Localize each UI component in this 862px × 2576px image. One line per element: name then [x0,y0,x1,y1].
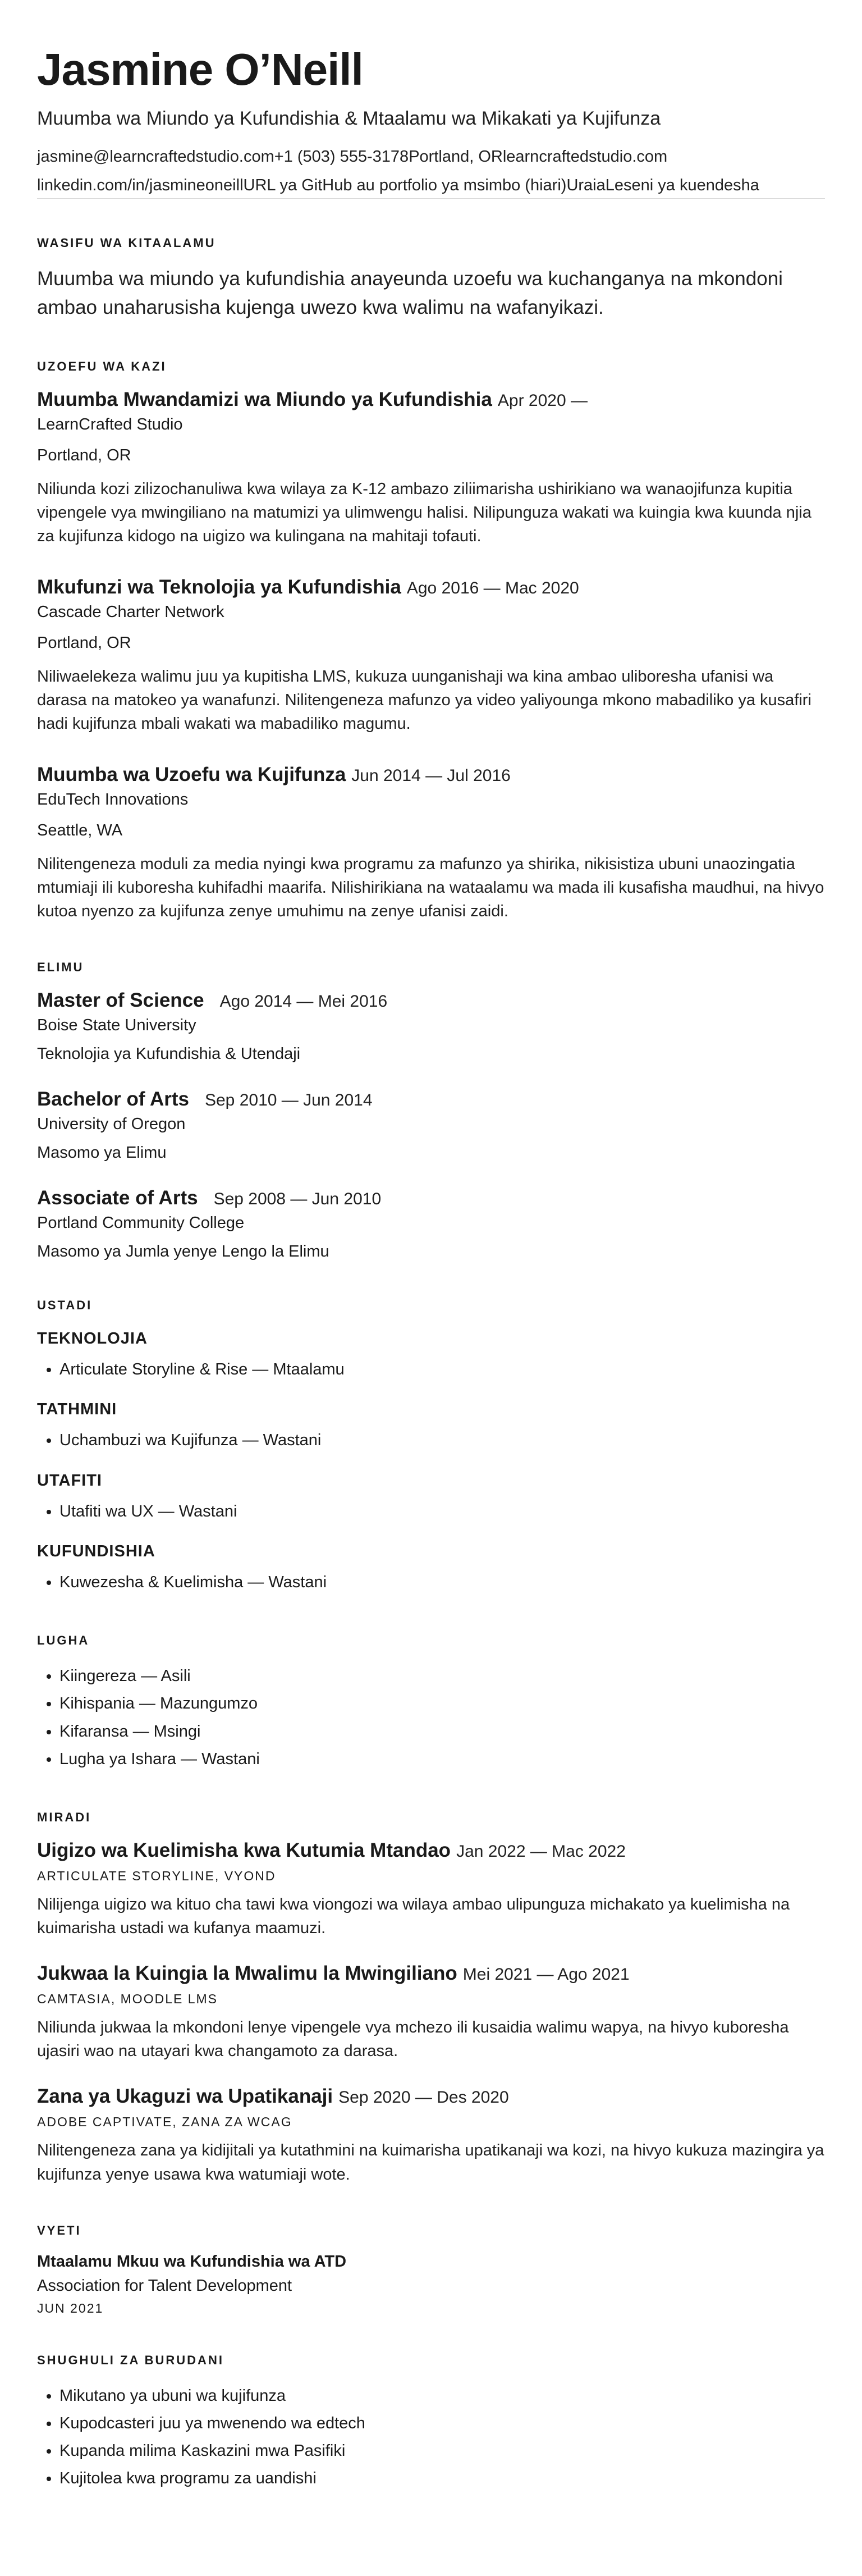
candidate-headline: Muumba wa Miundo ya Kufundishia & Mtaalamu wa Mikakati ya Kujifunza [37,108,661,129]
degree-date: Ago 2014 — Mei 2016 [219,992,388,1011]
language-name: Kihispania [59,1695,135,1713]
summary-text: Muumba wa miundo ya kufundishia anayeunda uzoefu wa kuchanganya na mkondoni ambao unaharusisha kujenga uwezo kwa walimu na wafanyikazi. [37,268,783,318]
citizenship-text: Uraia [566,176,606,194]
job-company: Cascade Charter Network [37,602,224,621]
project-description: Nilitengeneza zana ya kidijitali ya kutathmini na kuimarisha upatikanaji wa kozi, na hivyo kukuza mazingira ya kujifunza yenye usawa kwa watumiaji wote. [37,2141,824,2184]
language-level: Msingi [153,1722,201,1741]
job-title: Mkufunzi wa Teknolojia ya Kufundishia [37,576,401,598]
job-location: Portland, OR [37,633,131,652]
skill-list [37,1498,825,1525]
linkedin-link[interactable]: linkedin.com/in/jasmineoneill [37,176,244,194]
language-name: Lugha ya Ishara [59,1750,176,1768]
project-title: Uigizo wa Kuelimisha kwa Kutumia Mtandao [37,1839,451,1862]
project-entry [37,2085,825,2186]
language-item: • Lugha ya Ishara — Wastani [59,1746,825,1773]
job-description: Nilitengeneza moduli za media nyingi kwa programu za mafunzo ya shirika, nikisistiza ubuni unaozingatia mtumiaji ili kuboresha kuhifadhi maarifa. Nilishirikiana na wataalamu wa mada ili kusafisha maudhui, na hivyo kutoa nyenzo za kujifunza zenye umuhimu na zenye ufanisi zaidi. [37,855,824,920]
certification-entry [37,2253,825,2316]
project-tech: ADOBE CAPTIVATE, ZANA ZA WCAG [37,2114,292,2130]
education-section-title: ELIMU [37,960,84,974]
certifications-section-title: VYETI [37,2223,81,2237]
degree-field: Masomo ya Jumla yenye Lengo la Elimu [37,1242,329,1260]
degree-title: Bachelor of Arts [37,1088,189,1110]
job-title: Muumba Mwandamizi wa Miundo ya Kufundishia [37,388,492,410]
project-entry [37,1962,825,2063]
school-name: University of Oregon [37,1115,186,1133]
degree-field: Masomo ya Elimu [37,1143,167,1162]
certification-org: Association for Talent Development [37,2276,292,2295]
interest-item: • Kupanda milima Kaskazini mwa Pasifiki [59,2437,825,2465]
job-description: Niliunda kozi zilizochanuliwa kwa wilaya za K-12 ambazo ziliimarisha ushirikiano wa wanaojifunza kupitia vipengele vya mwingiliano na matumizi ya ulimwengu halisi. Nilipunguza wakati wa kuingia kwa kuunda njia za kujifunza kidogo na uigizo wa kulingana na mahitaji tofauti. [37,479,811,545]
skill-category: KUFUNDISHIA [37,1542,155,1560]
job-title: Muumba wa Uzoefu wa Kujifunza [37,763,346,785]
interests-section-title: SHUGHULI ZA BURUDANI [37,2353,224,2367]
skill-category: UTAFITI [37,1471,102,1490]
project-date: Mei 2021 — Ago 2021 [462,1965,630,1984]
job-date: Jun 2014 — Jul 2016 [351,766,511,785]
project-date: Jan 2022 — Mac 2022 [456,1842,626,1861]
skill-list [37,1427,825,1454]
skills-section-title: USTADI [37,1298,93,1312]
language-name: Kiingereza [59,1667,137,1686]
interest-item: • Mikutano ya ubuni wa kujifunza [59,2382,825,2410]
language-list [37,1662,825,1773]
degree-title: Master of Science [37,989,204,1011]
degree-date: Sep 2010 — Jun 2014 [204,1090,373,1109]
job-date: Ago 2016 — Mac 2020 [406,578,579,597]
website-link[interactable]: learncraftedstudio.com [502,148,668,166]
interest-list [37,2382,825,2493]
project-date: Sep 2020 — Des 2020 [338,2088,509,2107]
job-date: Apr 2020 — [497,391,588,410]
summary-section-title: WASIFU WA KITAALAMU [37,236,216,250]
contact-line [37,148,825,166]
degree-title: Associate of Arts [37,1186,198,1209]
job-company: EduTech Innovations [37,790,189,809]
project-tech: CAMTASIA, MOODLE LMS [37,1992,218,2007]
education-entry [37,989,825,1063]
experience-section-title: UZOEFU WA KAZI [37,359,167,373]
skill-category: TEKNOLOJIA [37,1329,148,1348]
skill-list [37,1569,825,1596]
skill-list [37,1356,825,1383]
skill-item: • Articulate Storyline & Rise — Mtaalamu [59,1356,825,1383]
degree-date: Sep 2008 — Jun 2010 [213,1189,382,1208]
school-name: Boise State University [37,1016,196,1034]
languages-section-title: LUGHA [37,1633,90,1648]
language-level: Wastani [201,1750,260,1768]
links-line [37,176,825,199]
job-description: Niliwaelekeza walimu juu ya kupitisha LMS, kukuza uunganishaji wa kina ambao uliboresha ufanisi wa darasa na matokeo ya wanafunzi. Nilitengeneza mafunzo ya video yaliyounga mkono mabadiliko ya kusafiri hadi kujifunza mbali wakati wa mabadiliko magumu. [37,667,811,733]
candidate-name: Jasmine O’Neill [37,44,363,94]
language-name: Kifaransa [59,1722,129,1741]
location-text: Portland, OR [409,148,503,166]
degree-field: Teknolojia ya Kufundishia & Utendaji [37,1044,301,1063]
email-link[interactable]: jasmine@learncraftedstudio.com [37,148,274,166]
skill-item: • Kuwezesha & Kuelimisha — Wastani [59,1569,825,1596]
education-entry [37,1088,825,1162]
interest-item: • Kupodcasteri juu ya mwenendo wa edtech [59,2410,825,2437]
school-name: Portland Community College [37,1213,245,1232]
github-link[interactable]: URL ya GitHub au portfolio ya msimbo (hiari) [243,176,567,194]
certification-title: Mtaalamu Mkuu wa Kufundishia wa ATD [37,2252,347,2271]
project-description: Niliunda jukwaa la mkondoni lenye vipengele vya mchezo ili kusaidia walimu wapya, na hivyo kuboresha ujasiri wao na utayari kwa changamoto za darasa. [37,2018,789,2061]
job-company: LearnCrafted Studio [37,415,183,433]
interest-item: • Kujitolea kwa programu za uandishi [59,2465,825,2492]
skill-item: • Uchambuzi wa Kujifunza — Wastani [59,1427,825,1454]
language-level: Asili [161,1667,191,1686]
project-tech: ARTICULATE STORYLINE, VYOND [37,1869,276,1884]
job-location: Seattle, WA [37,821,123,839]
skill-item: • Utafiti wa UX — Wastani [59,1498,825,1525]
project-title: Zana ya Ukaguzi wa Upatikanaji [37,2085,333,2108]
experience-entry [37,764,825,923]
language-item: • Kifaransa — Msingi [59,1718,825,1746]
education-entry [37,1187,825,1261]
language-level: Mazungumzo [159,1695,258,1713]
projects-section-title: MIRADI [37,1810,91,1825]
certification-date: JUN 2021 [37,2300,104,2315]
skill-category: TATHMINI [37,1400,117,1419]
job-location: Portland, OR [37,446,131,464]
phone-text: +1 (503) 555-3178 [274,148,409,166]
project-entry [37,1839,825,1940]
language-item: • Kiingereza — Asili [59,1662,825,1690]
license-text: Leseni ya kuendesha [605,176,759,194]
experience-entry [37,389,825,548]
project-title: Jukwaa la Kuingia la Mwalimu la Mwingiliano [37,1962,457,1985]
language-item: • Kihispania — Mazungumzo [59,1690,825,1718]
experience-entry [37,576,825,736]
project-description: Nilijenga uigizo wa kituo cha tawi kwa viongozi wa wilaya ambao ulipunguza michakato ya kuelimisha na kuimarisha ustadi wa kufanya maamuzi. [37,1896,790,1938]
